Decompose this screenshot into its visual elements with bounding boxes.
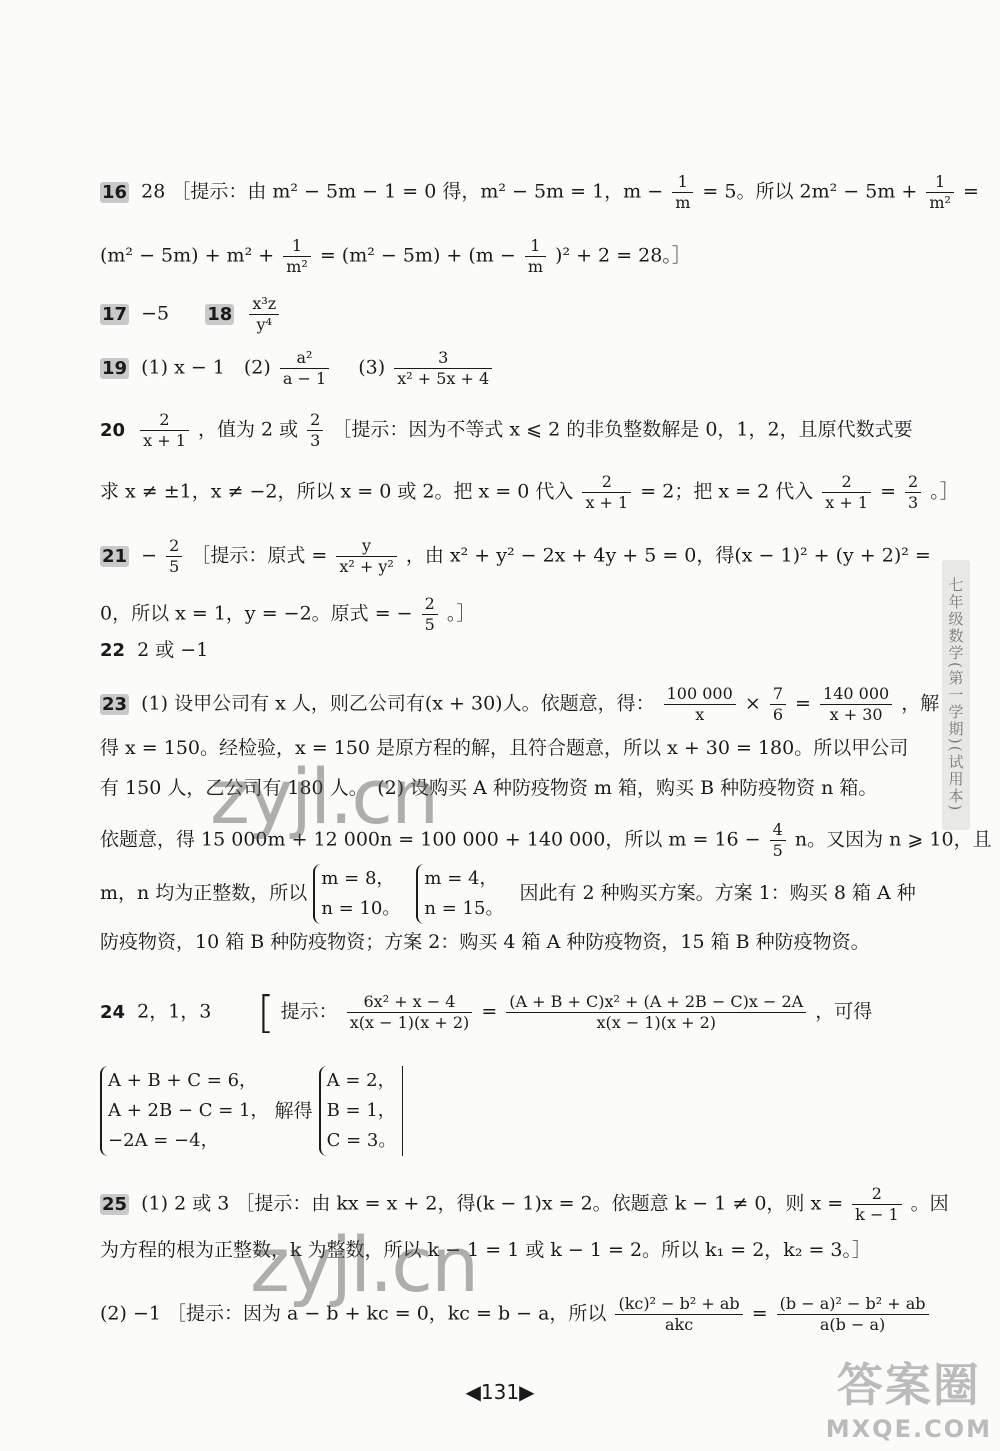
problem-16: 16 28 ［提示：由 m² − 5m − 1 = 0 得，m² − 5m = 1，m − $\frac{1}{m}$ = 5。所以 2m² − 5m + $\frac{1}{\text{m²}}$ = <box>102 172 979 212</box>
problem-22: 22 2 或 −1 <box>100 639 209 661</box>
problem-16-line2: (m² − 5m) + m² + $\frac{1}{\text{m²}}$ = (m² − 5m) + (m − $\frac{1}{m}$ )² + 2 = 28。］ <box>100 236 691 276</box>
fraction: $\frac{1}{m}$ <box>672 172 693 213</box>
problem-21-line2: 0，所以 x = 1，y = −2。原式 = − $\frac{2}{5}$ 。］ <box>100 594 476 634</box>
problem-20: 20 $\frac{2}{x + 1}$ ，值为 2 或 $\frac{2}{3}$ ［提示：因为不等式 x ⩽ 2 的非负整数解是 0，1，2，且原代数式要 <box>100 410 913 450</box>
problem-24-system: A + B + C = 6， A + 2B − C = 1， −2A = −4， 解得 A = 2， B = 1， C = 3。 <box>100 1066 403 1156</box>
side-tab-label: 七年级数学(第一学期)(试用本) <box>942 560 970 830</box>
problem-19: 19 (1) x − 1 (2) $\frac{\text{a²}}{a - 1}$ (3) $\frac{3}{\text{x² + 5x + 4}}$ <box>100 348 495 389</box>
problem-23-line5: m，n 均为正整数，所以 m = 8， n = 10。 m = 4， n = 15。 因此有 2 种购买方案。方案 1：购买 8 箱 A 种 <box>100 864 916 924</box>
problem-23-line3: 有 150 人，乙公司有 180 人。 (2) 设购买 A 种防疫物资 m 箱，购买 B 种防疫物资 n 箱。 <box>100 777 878 799</box>
problem-25-line2: 为方程的根为正整数，k 为整数，所以 k − 1 = 1 或 k − 1 = 2。所以 k₁ = 2，k₂ = 3。］ <box>100 1239 872 1261</box>
corner-logo: 答案圈 MXQE.COM <box>825 1358 992 1443</box>
problem-23: 23 (1) 设甲公司有 x 人，则乙公司有(x + 30)人。依题意，得： $\frac{100 000}{x}$ × $\frac{7}{6}$ = $\frac{140 000}{x + 30}$ ，解 <box>102 684 940 724</box>
page-number: ◀131▶ <box>465 1380 535 1404</box>
problem-20-line2: 求 x ≠ ±1，x ≠ −2，所以 x = 0 或 2。把 x = 0 代入 $\frac{2}{x + 1}$ = 2；把 x = 2 代入 $\frac{2}{x + 1}$ = $\frac{2}{3}$ 。］ <box>100 472 959 512</box>
problem-23-line2: 得 x = 150。经检验，x = 150 是原方程的解，且符合题意，所以 x + 30 = 180。所以甲公司 <box>100 737 909 759</box>
fraction: $\frac{1}{\text{m²}}$ <box>926 172 954 213</box>
problem-25-line3: (2) −1 ［提示：因为 a − b + kc = 0，kc = b − a，所以 $\frac{\text{(kc)² − b² + ab}}{\text{akc}}$ = $\frac{\text{(b − a)² − b² + ab}}{a(b - a)}$ <box>100 1294 932 1335</box>
watermark: zyjl.cn <box>210 752 438 841</box>
problem-21: 21 − $\frac{2}{5}$ ［提示：原式 = $\frac{y}{\text{x² + y²}}$ ，由 x² + y² − 2x + 4y + 5 = 0，得(x − 1)² + (y + 2)² = <box>102 536 931 576</box>
problem-24: 24 2，1，3 [ 提示： $\frac{\text{6x² + x − 4}}{x(x - 1)(x + 2)}$ = $\frac{\text{(A + B + C)x² + (A + 2B − C)x − 2A}}{x(x - 1)(x + 2)}$ ，可得 <box>100 986 873 1038</box>
problem-23-line4: 依题意，得 15 000m + 12 000n = 100 000 + 140 000，所以 m = 16 − $\frac{4}{5}$ n。又因为 n ⩾ 10，且 <box>100 820 992 860</box>
problem-17-18: 17 −5 18 $\frac{\text{x³z}}{\text{y⁴}}$ <box>100 294 282 335</box>
watermark: zyjl.cn <box>250 1220 478 1309</box>
problem-25: 25 (1) 2 或 3 ［提示：由 kx = x + 2，得(k − 1)x = 2。依题意 k − 1 ≠ 0，则 x = $\frac{2}{k - 1}$ 。因 <box>102 1184 949 1224</box>
problem-23-line6: 防疫物资，10 箱 B 种防疫物资；方案 2：购买 4 箱 A 种防疫物资，15 箱 B 种防疫物资。 <box>100 931 870 953</box>
